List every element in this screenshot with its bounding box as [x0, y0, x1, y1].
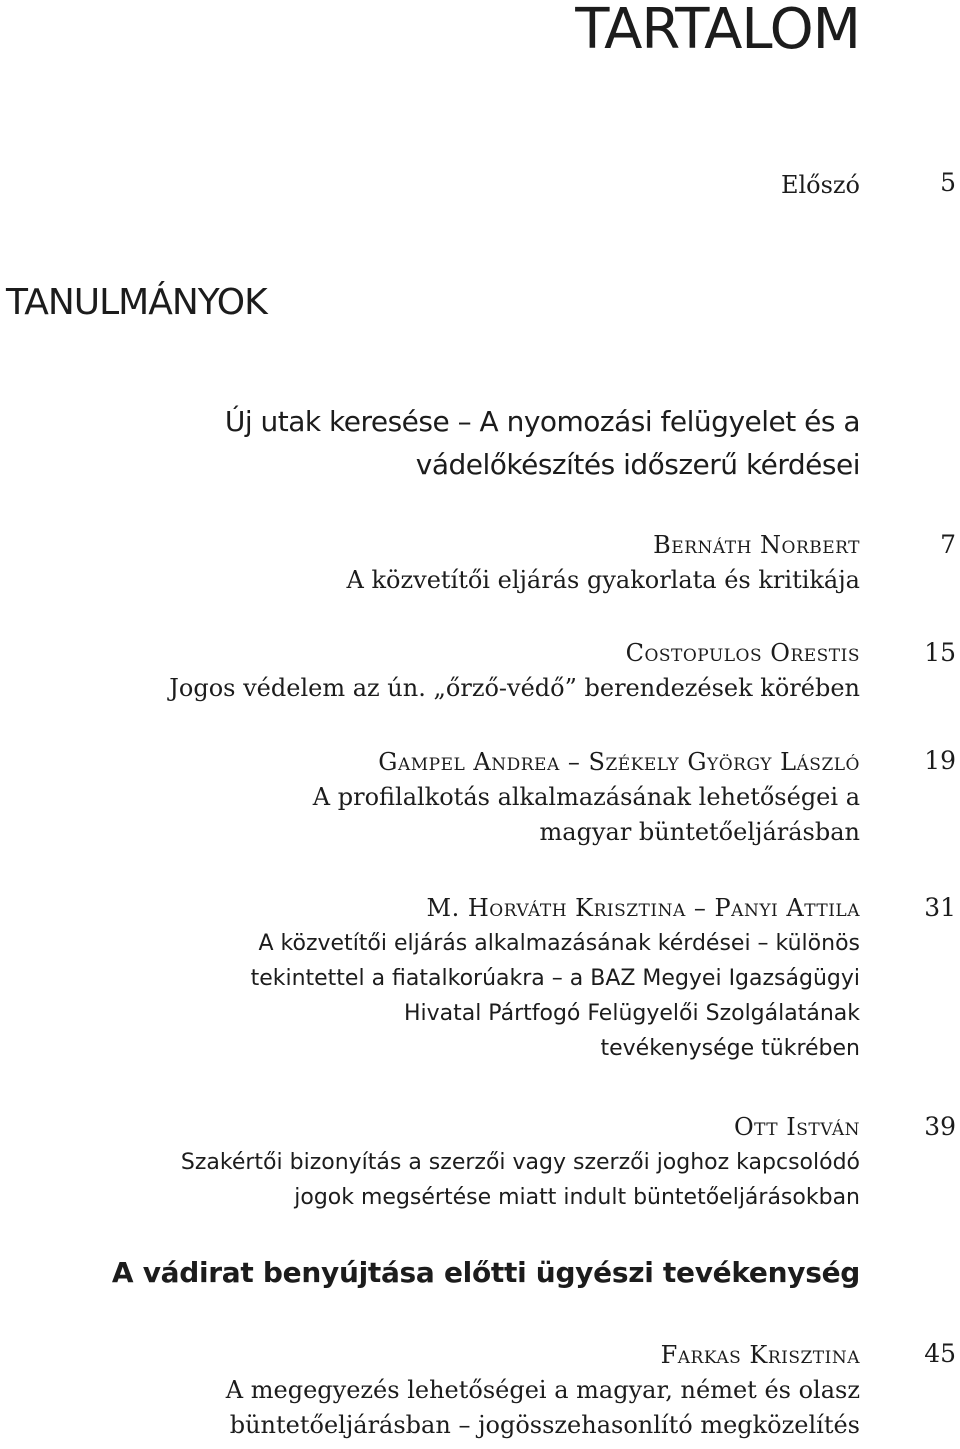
entry-title-line: A közvetítői eljárás alkalmazásának kérdései – különös	[258, 931, 860, 956]
entry-title-line: A megegyezés lehetőségei a magyar, német és olasz	[225, 1376, 860, 1404]
entry-author: Gampel Andrea – Székely György László	[378, 748, 860, 776]
entry-author: Costopulos Orestis	[625, 639, 860, 667]
entry-page-number: 19	[924, 746, 956, 775]
group-heading-line: Új utak keresése – A nyomozási felügyelet és a	[224, 405, 860, 438]
foreword-label: Előszó	[780, 171, 860, 199]
entry-title-line: magyar büntetőeljárásban	[539, 818, 860, 846]
entry-title-line: jogok megsértése miatt indult büntetőeljárásokban	[294, 1185, 860, 1210]
entry-author: Farkas Krisztina	[660, 1341, 860, 1369]
entry-page-number: 39	[924, 1112, 956, 1141]
entry-title-line: Jogos védelem az ún. „őrző-védő” berendezések körében	[169, 674, 860, 702]
entry-title-line: A közvetítői eljárás gyakorlata és kritikája	[346, 566, 860, 594]
entry-author: Ott István	[733, 1113, 860, 1141]
entry-title-line: Hivatal Pártfogó Felügyelői Szolgálatának	[403, 1001, 860, 1026]
entry-title-line: A profilalkotás alkalmazásának lehetőségei a	[312, 783, 860, 811]
group-heading-1	[225, 400, 860, 486]
entry-page-number: 7	[940, 530, 956, 559]
toc-entry	[347, 528, 860, 598]
toc-entry	[251, 891, 860, 1066]
entry-title-line: Szakértői bizonyítás a szerzői vagy szerzői joghoz kapcsolódó	[180, 1150, 860, 1175]
entry-page-number: 45	[924, 1339, 956, 1368]
toc-entry	[169, 636, 860, 706]
group-heading-line: vádelőkészítés időszerű kérdései	[415, 448, 860, 481]
toc-entry	[181, 1110, 860, 1215]
entry-title-line: büntetőeljárásban – jogösszehasonlító megközelítés	[229, 1411, 860, 1439]
entry-author: Bernáth Norbert	[653, 531, 860, 559]
page-title: TARTALOM	[575, 0, 860, 62]
entry-author: M. Horváth Krisztina – Panyi Attila	[426, 894, 860, 922]
foreword-page-number: 5	[940, 168, 956, 197]
entry-page-number: 15	[924, 638, 956, 667]
toc-entry	[313, 745, 860, 850]
section-heading: TANULMÁNYOK	[6, 282, 267, 323]
entry-page-number: 31	[924, 893, 956, 922]
entry-title-line: tevékenysége tükrében	[600, 1036, 860, 1061]
toc-entry	[226, 1338, 860, 1443]
group-heading-2: A vádirat benyújtása előtti ügyészi tevékenység	[111, 1256, 860, 1289]
entry-title-line: tekintettel a fiatalkorúakra – a BAZ Megyei Igazságügyi	[250, 966, 860, 991]
